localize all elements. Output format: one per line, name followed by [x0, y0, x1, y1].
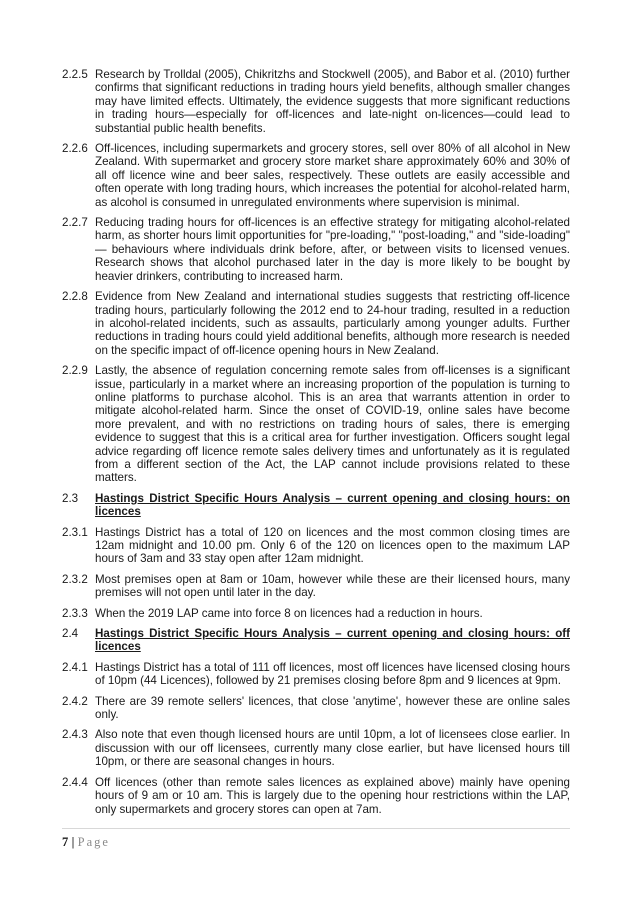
paragraph-text: Research by Trolldal (2005), Chikritzhs and Stockwell (2005), and Babor et al. (2010) further confirms that significant reductions in trading hours yield benefits, although smaller changes may have limited effects. Ultimately, the evidence suggests that more significant reductions in trading hours—especially for off-licences and late-night on-licences—could lead to substantial public health benefits. — [95, 68, 570, 135]
paragraph-number: 2.4.4 — [62, 775, 88, 789]
paragraph-2-2-9 — [62, 364, 570, 485]
paragraph-text: Off-licences, including supermarkets and grocery stores, sell over 80% of all alcohol in New Zealand. With supermarket and grocery store market share approximately 60% and 30% of all off licence wine and beer sales, respectively. These outlets are easily accessible and often operate with long trading hours, which increases the potential for alcohol-related harm, as alcohol is consumed in unregulated environments where supervision is minimal. — [95, 142, 570, 209]
paragraph-2-3-1 — [62, 526, 570, 566]
paragraph-text: Off licences (other than remote sales licences as explained above) mainly have opening hours of 9 am or 10 am. This is largely due to the opening hour restrictions within the LAP, only supermarkets and grocery stores can open at 7am. — [95, 775, 570, 816]
paragraph-number: 2.3.3 — [62, 606, 88, 620]
paragraph-number: 2.2.9 — [62, 364, 88, 378]
paragraph-number: 2.4.3 — [62, 728, 88, 742]
paragraph-number: 2.3.1 — [62, 525, 88, 539]
section-title: Hastings District Specific Hours Analysis – current opening and closing hours: off licences — [95, 627, 570, 654]
paragraph-text: There are 39 remote sellers' licences, that close 'anytime', however these are online sales only. — [95, 694, 570, 722]
paragraph-text: Hastings District has a total of 120 on licences and the most common closing times are 12am midnight and 10.00 pm. Only 6 of the 120 on licences open to the maximum LAP hours of 3am and 33 stay open after 12am midnight. — [95, 525, 570, 566]
paragraph-2-4-4 — [62, 776, 570, 816]
footer-divider — [62, 828, 570, 829]
paragraph-number: 2.2.7 — [62, 216, 88, 230]
paragraph-text: Hastings District has a total of 111 off licences, most off licences have licensed closing hours of 10pm (44 Licences), followed by 21 premises closing before 8pm and 9 licences at 9pm. — [95, 660, 570, 688]
paragraph-number: 2.2.8 — [62, 290, 88, 304]
paragraph-2-4-1 — [62, 661, 570, 688]
paragraph-text: Most premises open at 8am or 10am, however while these are their licensed hours, many premises will not open until later in the day. — [95, 572, 570, 600]
paragraph-text: Reducing trading hours for off-licences is an effective strategy for mitigating alcohol-related harm, as shorter hours limit opportunities for "pre-loading," "post-loading," and "side-loading" — behaviours where individuals drink before, after, or between visits to licensed venues. Research shows that alcohol purchased later in the day is more likely to be bought by heavier drinkers, contributing to increased harm. — [95, 216, 570, 283]
paragraph-2-2-5 — [62, 68, 570, 135]
paragraph-text: Also note that even though licensed hours are until 10pm, a lot of licensees close earlier. In discussion with our off licensees, currently many close earlier, but have licensed hours till 10pm, or there are seasonal changes in hours. — [95, 728, 570, 769]
paragraph-number: 2.2.5 — [62, 68, 88, 81]
section-heading-2-3 — [62, 492, 570, 519]
document-body — [62, 68, 570, 823]
section-number: 2.4 — [62, 627, 79, 641]
footer-separator: | — [71, 835, 75, 849]
paragraph-2-2-6 — [62, 142, 570, 209]
paragraph-text: Lastly, the absence of regulation concerning remote sales from off-licenses is a significant issue, particularly in a market where an increasing proportion of the population is turning to online platforms to purchase alcohol. This is an area that warrants attention in order to mitigate alcohol-related harm. Since the onset of COVID-19, online sales have become more prevalent, and with no restrictions on trading hours of sales, there is emerging evidence to suggest that this is a critical area for further investigation. Officers sought legal advice regarding off licence remote sales delivery times and unfortunately as it is regulated from a different section of the Act, the LAP cannot include provisions related to these matters. — [95, 364, 570, 485]
section-number: 2.3 — [62, 491, 79, 505]
paragraph-number: 2.4.1 — [62, 660, 88, 674]
paragraph-2-3-3 — [62, 607, 570, 620]
section-title: Hastings District Specific Hours Analysis – current opening and closing hours: on licences — [95, 491, 570, 519]
paragraph-2-4-3 — [62, 728, 570, 768]
page-label: Page — [77, 835, 110, 849]
page-number: 7 — [62, 835, 69, 849]
paragraph-text: When the 2019 LAP came into force 8 on licences had a reduction in hours. — [95, 606, 483, 620]
paragraph-number: 2.2.6 — [62, 142, 88, 156]
paragraph-2-3-2 — [62, 573, 570, 600]
paragraph-number: 2.4.2 — [62, 694, 88, 708]
paragraph-number: 2.3.2 — [62, 572, 88, 586]
paragraph-text: Evidence from New Zealand and international studies suggests that restricting off-licence trading hours, particularly following the 2012 end to 24-hour trading, resulted in a reduction in alcohol-related incidents, such as assaults, particularly among younger adults. Further reductions in trading hours could yield additional benefits, although more research is needed on the specific impact of off-licence opening hours in New Zealand. — [95, 290, 570, 357]
paragraph-2-2-7 — [62, 216, 570, 283]
paragraph-2-4-2 — [62, 695, 570, 722]
paragraph-2-2-8 — [62, 290, 570, 357]
section-heading-2-4 — [62, 627, 570, 654]
page-footer — [62, 835, 110, 850]
